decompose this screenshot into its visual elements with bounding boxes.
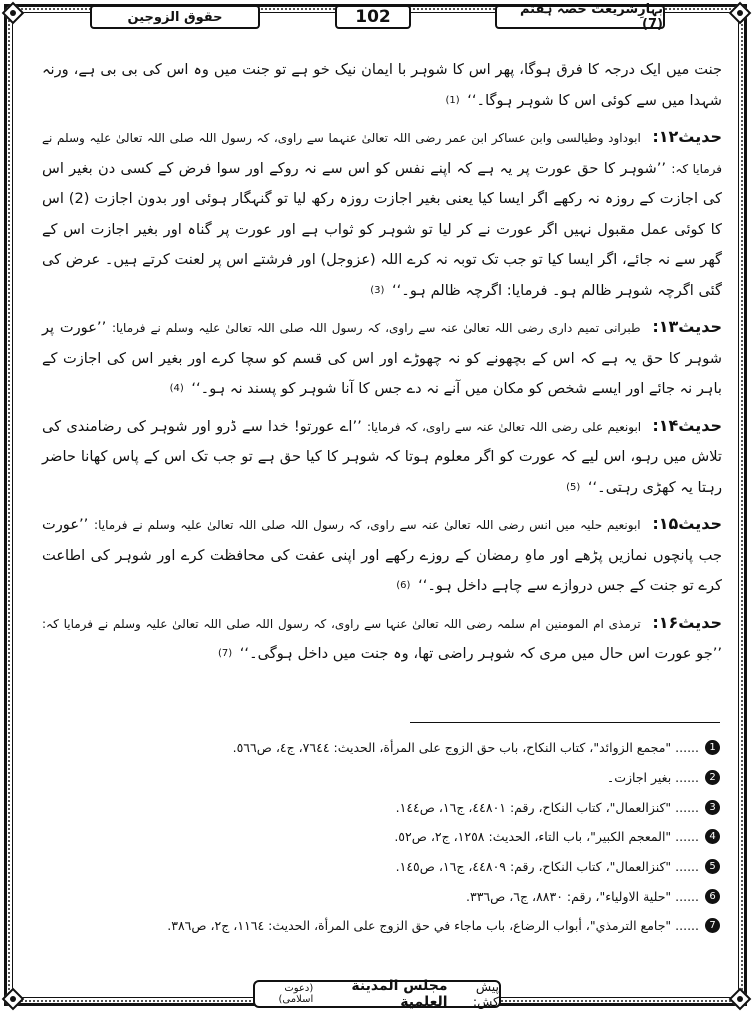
footnotes [60,733,720,941]
footnote-separator [410,722,720,723]
footnote-text: ...... "حلية الاولياء"، رقم: ٨٨٣٠، ج٦، ص٣٣٦. [466,888,699,904]
hadith-label: حدیث۱۳: [652,317,723,336]
chapter-title: حقوق الزوجین [90,5,260,29]
hadith-text: ’’عورت پر شوہر کا حق یہ ہے کہ اس کے بچھونے کو نہ چھوڑے اور اس کی قسم کو سچا کرے اور بغیر اس کی اجازت کے باہر نہ جائے اور ایسے شخص کو مکان میں آنے نہ دے جس کا آنا شوہر کو پسند نہ ہو۔‘‘ [42,319,722,397]
hadith-narration: ابونعیم حلیہ میں انس رضی اللہ تعالیٰ عنہ سے راوی، کہ رسول اللہ صلی اللہ تعالیٰ علیہ وسلم نے فرمایا: [94,518,641,532]
footnote-ref: (7) [217,648,233,659]
footnote-item [60,763,720,793]
hadith-narration: طبرانی تمیم داری رضی اللہ تعالیٰ عنہ سے راوی، کہ رسول اللہ صلی اللہ تعالیٰ علیہ وسلم نے فرمایا: [112,321,641,335]
footnote-ref: (4) [169,383,184,394]
hadith-paragraph [42,312,722,405]
hadith-text: ’’شوہر کا حق عورت پر یہ ہے کہ اپنے نفس کو اس سے نہ روکے اور سوا فرض کے کسی دن بغیر اس کی اجازت کے روزہ نہ رکھے اگر ایسا کیا یعنی بغیر اجازت روزہ رکھ لیا تو گنہگار ہوئی اور بدون اجازت (2) اس کا کوئی عمل مقبول نہیں اگر عورت نے کر لیا تو شوہر کو ثواب ہے اور عورت پر گناہ اور بغیر اجازت اس کے گھر سے نہ جائے، اگر ایسا کیا تو جب تک توبہ نہ کرے اللہ (عزوجل) اور فرشتے اس پر لعنت کرتے ہیں۔ عرض کی گئی اگرچہ شوہر ظالم ہو۔ فرمایا: اگرچہ ظالم ہو۔‘‘ [42,159,722,299]
hadith-label: حدیث۱۲: [652,127,722,146]
footnote-number: 4 [705,829,720,844]
paragraph [42,55,722,116]
footnote-text: ...... "كنزالعمال"، كتاب النكاح، رقم: ٤٤٨٠١، ج١٦، ص١٤٤. [395,799,699,815]
footnote-text: ...... "كنزالعمال"، كتاب النكاح، رقم: ٤٤٨٠٩، ج١٦، ص١٤٥. [395,859,699,875]
footnote-text: ...... بغیر اجازت۔ [606,770,699,786]
footnote-item [60,852,720,882]
hadith-narration: ابونعیم علی رضی اللہ تعالیٰ عنہ سے راوی، کہ فرمایا: [366,419,642,434]
footnote-item [60,822,720,852]
paragraph-text: جنت میں ایک درجہ کا فرق ہوگا، پھر اس کا شوہر با ایمان نیک خو ہے تو جنت میں وہ اس کی بی بی ہے، ورنہ شہدا میں سے کوئی اس کا شوہر ہوگا۔‘‘ [42,61,722,109]
footnote-item [60,911,720,941]
page-header [90,2,665,33]
hadith-text: ’’عورت جب پانچوں نمازیں پڑھے اور ماہِ رمضان کے روزے رکھے اور اپنی عفت کی محافظت کرے اور شوہر کی اطاعت کرے تو جنت کے جس دروازے سے چاہے داخل ہو۔‘‘ [42,516,722,594]
publisher-prefix: پیش کش: [472,979,499,1009]
footnote-number: 5 [705,859,720,874]
hadith-text: ’’جو عورت اس حال میں مری کہ شوہر راضی تھا، وہ جنت میں داخل ہوگی۔‘‘ [239,645,722,662]
hadith-narration: ابوداود وطیالسی وابن عساکر ابن عمر رضی اللہ تعالیٰ عنہما سے راوی، کہ رسول اللہ صلی اللہ تعالیٰ علیہ وسلم نے فرمایا کہ: [42,131,723,176]
footnote-number: 1 [705,740,720,755]
hadith-paragraph [42,122,722,306]
footnote-item [60,792,720,822]
footnote-item [60,881,720,911]
footnote-number: 2 [705,770,720,785]
footnote-ref: (5) [566,481,581,493]
footnote-text: ...... "جامع الترمذي"، أبواب الرضاع، باب ماجاء في حق الزوج على المرأة، الحديث: ١١٦٤، ج٢، ص٣٨٦. [167,918,699,934]
corner-ornament-icon [727,986,753,1012]
publisher-name: مجلس المدينة العلمية [351,978,448,1010]
hadith-paragraph [42,509,722,602]
publisher-suffix: (دعوت اسلامی) [278,983,314,1005]
hadith-label: حدیث۱۵: [652,514,723,533]
hadith-paragraph [42,411,722,504]
hadith-label: حدیث۱۴: [652,415,723,435]
footnote-ref: (3) [370,284,385,296]
corner-ornament-icon [0,986,26,1012]
footnote-number: 7 [705,918,720,933]
footnote-ref: (6) [396,580,411,591]
footnote-text: ...... "مجمع الزوائد"، كتاب النكاح، باب حق الزوج على المرأة، الحديث: ٧٦٤٤، ج٤، ص٥٦٦. [232,740,699,756]
hadith-narration: ترمذی ام المومنین ام سلمہ رضی اللہ تعالیٰ عنہا سے راوی، کہ رسول اللہ صلی اللہ تعالیٰ علیہ وسلم نے فرمایا کہ: [42,616,641,631]
footnote-number: 3 [705,800,720,815]
footnote-number: 6 [705,889,720,904]
footnote-text: ...... "المعجم الكبير"، باب التاء، الحديث: ١٢٥٨، ج٢، ص٥٢. [394,829,699,845]
corner-ornament-icon [0,0,26,26]
footnote-ref: (1) [445,94,460,106]
publisher-banner [253,980,501,1008]
footnote-item [60,733,720,763]
hadith-text: ’’اے عورتو! خدا سے ڈرو اور شوہر کی رضامندی کی تلاش میں رہو، اس لیے کہ عورت کو اگر معلوم ہوتا کہ شوہر کا کیا حق ہے تو جب تک اس کے پاس کھانا حاضر رہتا یہ کھڑی رہتی۔‘‘ [42,417,722,496]
hadith-paragraph [42,608,722,670]
book-title: بہارِشریعت حصہ ہفتم (7) [495,5,665,29]
hadith-label: حدیث۱۶: [652,612,722,632]
page-number: 102 [335,5,411,29]
main-text [42,55,722,676]
corner-ornament-icon [727,0,753,26]
